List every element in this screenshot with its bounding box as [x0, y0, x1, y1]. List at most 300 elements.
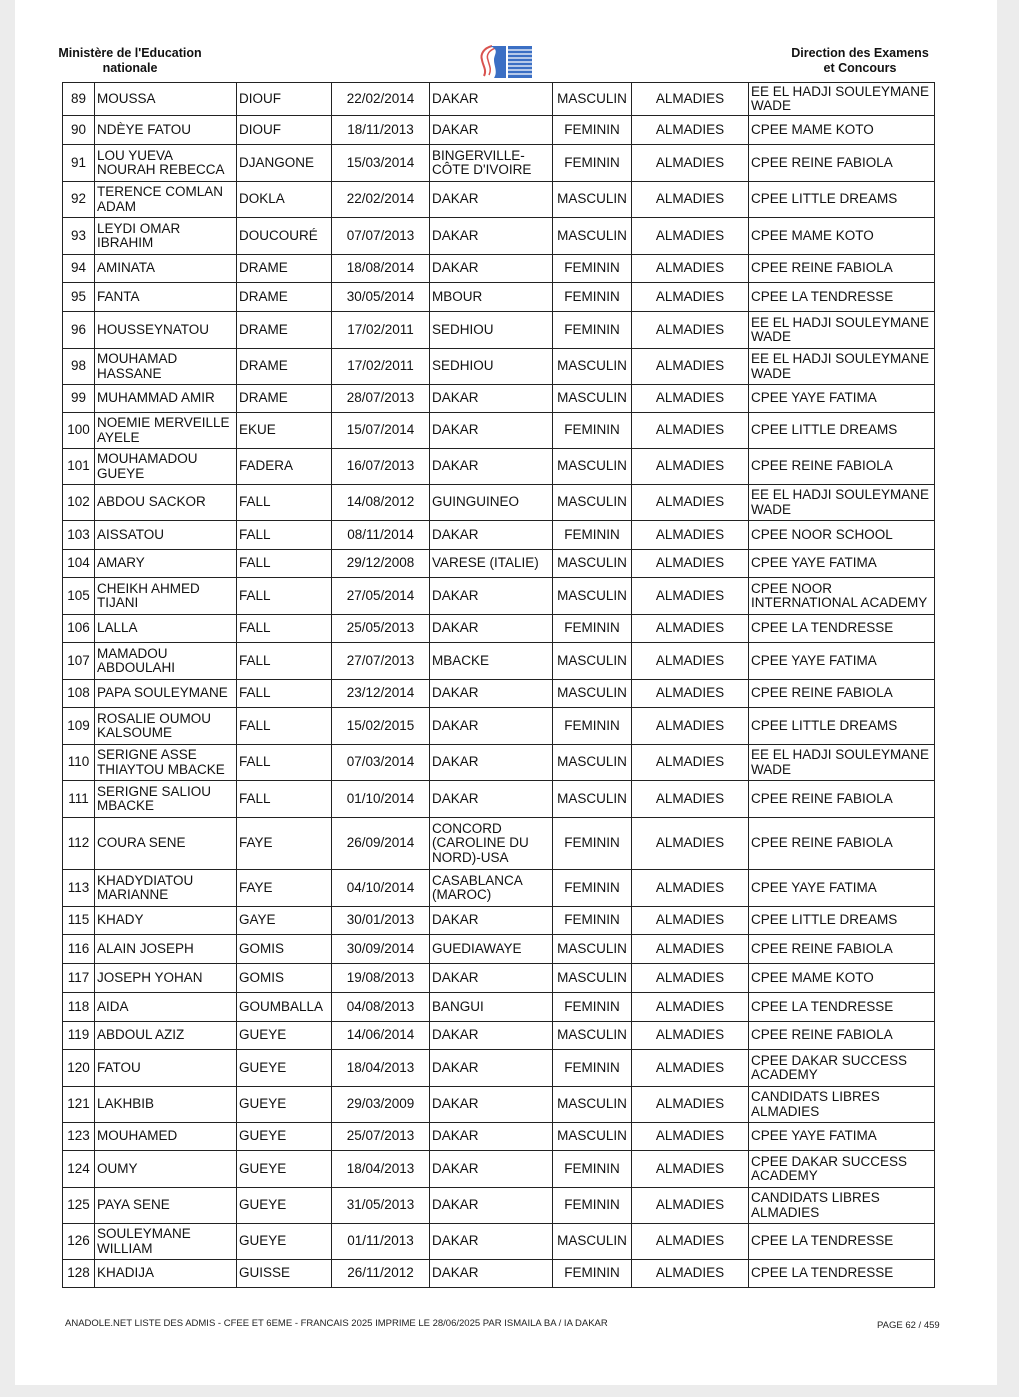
cell-center: ALMADIES [632, 1087, 749, 1123]
cell-first-names: LAKHBIB [95, 1087, 237, 1123]
cell-gender: FEMININ [553, 708, 632, 745]
cell-birth-date: 25/05/2013 [332, 615, 430, 643]
cell-number: 109 [63, 708, 95, 745]
cell-center: ALMADIES [632, 283, 749, 312]
cell-first-names: ABDOUL AZIZ [95, 1022, 237, 1050]
table-row [63, 870, 935, 907]
cell-birth-date: 29/03/2009 [332, 1087, 430, 1123]
cell-center: ALMADIES [632, 993, 749, 1022]
cell-birth-place: DAKAR [430, 413, 553, 449]
cell-birth-place: DAKAR [430, 1050, 553, 1087]
cell-school: CPEE YAYE FATIMA [749, 643, 935, 680]
ministry-logo-icon [470, 44, 535, 78]
cell-school: CPEE NOOR SCHOOL [749, 521, 935, 550]
cell-gender: MASCULIN [553, 182, 632, 218]
table-row [63, 1050, 935, 1087]
cell-center: ALMADIES [632, 485, 749, 521]
table-row [63, 745, 935, 781]
cell-number: 91 [63, 145, 95, 182]
cell-last-name: GUEYE [237, 1022, 332, 1050]
cell-birth-date: 14/08/2012 [332, 485, 430, 521]
cell-birth-place: DAKAR [430, 1151, 553, 1188]
cell-gender: FEMININ [553, 818, 632, 870]
cell-center: ALMADIES [632, 1022, 749, 1050]
cell-first-names: MOUHAMAD HASSANE [95, 349, 237, 385]
cell-school: CPEE MAME KOTO [749, 218, 935, 255]
cell-number: 115 [63, 907, 95, 935]
cell-last-name: GUEYE [237, 1188, 332, 1224]
cell-birth-date: 01/10/2014 [332, 781, 430, 818]
table-row [63, 413, 935, 449]
cell-birth-place: DAKAR [430, 708, 553, 745]
cell-center: ALMADIES [632, 708, 749, 745]
cell-center: ALMADIES [632, 312, 749, 349]
cell-school: CPEE LA TENDRESSE [749, 283, 935, 312]
cell-gender: MASCULIN [553, 349, 632, 385]
cell-school: CPEE DAKAR SUCCESS ACADEMY [749, 1151, 935, 1188]
cell-last-name: FALL [237, 643, 332, 680]
cell-gender: FEMININ [553, 145, 632, 182]
cell-gender: FEMININ [553, 1188, 632, 1224]
cell-number: 120 [63, 1050, 95, 1087]
table-row [63, 578, 935, 615]
cell-school: CPEE YAYE FATIMA [749, 385, 935, 413]
cell-birth-date: 04/08/2013 [332, 993, 430, 1022]
cell-birth-place: DAKAR [430, 182, 553, 218]
cell-birth-date: 04/10/2014 [332, 870, 430, 907]
cell-birth-place: DAKAR [430, 521, 553, 550]
cell-center: ALMADIES [632, 182, 749, 218]
cell-gender: FEMININ [553, 283, 632, 312]
cell-school: EE EL HADJI SOULEYMANE WADE [749, 349, 935, 385]
cell-last-name: FALL [237, 578, 332, 615]
cell-gender: MASCULIN [553, 578, 632, 615]
cell-birth-place: DAKAR [430, 745, 553, 781]
cell-first-names: MOUHAMADOU GUEYE [95, 449, 237, 485]
cell-gender: FEMININ [553, 1151, 632, 1188]
cell-first-names: JOSEPH YOHAN [95, 964, 237, 993]
cell-last-name: FAYE [237, 818, 332, 870]
cell-birth-date: 19/08/2013 [332, 964, 430, 993]
cell-school: CPEE LA TENDRESSE [749, 1224, 935, 1260]
cell-number: 112 [63, 818, 95, 870]
cell-last-name: FALL [237, 708, 332, 745]
cell-number: 105 [63, 578, 95, 615]
cell-gender: MASCULIN [553, 935, 632, 964]
cell-school: CPEE LA TENDRESSE [749, 615, 935, 643]
cell-number: 118 [63, 993, 95, 1022]
table-row [63, 1224, 935, 1260]
cell-school: CPEE REINE FABIOLA [749, 818, 935, 870]
cell-school: CPEE DAKAR SUCCESS ACADEMY [749, 1050, 935, 1087]
cell-first-names: FANTA [95, 283, 237, 312]
cell-last-name: FALL [237, 521, 332, 550]
cell-birth-place: DAKAR [430, 1087, 553, 1123]
cell-first-names: KHADIJA [95, 1260, 237, 1288]
cell-last-name: FAYE [237, 870, 332, 907]
cell-birth-place: DAKAR [430, 83, 553, 116]
cell-birth-place: BINGERVILLE-CÔTE D'IVOIRE [430, 145, 553, 182]
cell-birth-place: DAKAR [430, 578, 553, 615]
cell-first-names: KHADYDIATOU MARIANNE [95, 870, 237, 907]
table-row [63, 680, 935, 708]
cell-first-names: SERIGNE ASSE THIAYTOU MBACKE [95, 745, 237, 781]
table-row [63, 964, 935, 993]
cell-birth-date: 31/05/2013 [332, 1188, 430, 1224]
admitted-candidates-table [62, 82, 935, 1288]
table-row [63, 993, 935, 1022]
exams-direction-header [765, 46, 955, 76]
cell-gender: FEMININ [553, 312, 632, 349]
cell-last-name: FALL [237, 781, 332, 818]
cell-first-names: AIDA [95, 993, 237, 1022]
cell-birth-place: DAKAR [430, 1188, 553, 1224]
cell-number: 111 [63, 781, 95, 818]
cell-number: 94 [63, 255, 95, 283]
cell-birth-date: 29/12/2008 [332, 550, 430, 578]
cell-first-names: LEYDI OMAR IBRAHIM [95, 218, 237, 255]
cell-last-name: DOUCOURÉ [237, 218, 332, 255]
exams-header-line2: et Concours [823, 61, 897, 75]
cell-birth-place: DAKAR [430, 385, 553, 413]
cell-birth-date: 18/08/2014 [332, 255, 430, 283]
table-row [63, 83, 935, 116]
cell-number: 113 [63, 870, 95, 907]
cell-center: ALMADIES [632, 145, 749, 182]
cell-center: ALMADIES [632, 781, 749, 818]
cell-school: CPEE REINE FABIOLA [749, 145, 935, 182]
cell-first-names: SOULEYMANE WILLIAM [95, 1224, 237, 1260]
cell-gender: MASCULIN [553, 964, 632, 993]
cell-number: 106 [63, 615, 95, 643]
cell-center: ALMADIES [632, 1050, 749, 1087]
cell-gender: FEMININ [553, 870, 632, 907]
cell-school: CANDIDATS LIBRES ALMADIES [749, 1188, 935, 1224]
cell-last-name: FADERA [237, 449, 332, 485]
cell-first-names: ABDOU SACKOR [95, 485, 237, 521]
cell-gender: MASCULIN [553, 745, 632, 781]
cell-birth-date: 07/03/2014 [332, 745, 430, 781]
table-row [63, 1260, 935, 1288]
cell-first-names: SERIGNE SALIOU MBACKE [95, 781, 237, 818]
cell-first-names: MAMADOU ABDOULAHI [95, 643, 237, 680]
cell-birth-place: DAKAR [430, 449, 553, 485]
cell-gender: MASCULIN [553, 1087, 632, 1123]
ministry-header [55, 46, 205, 76]
table-row [63, 312, 935, 349]
cell-gender: MASCULIN [553, 781, 632, 818]
cell-school: CPEE LITTLE DREAMS [749, 708, 935, 745]
cell-birth-place: DAKAR [430, 1224, 553, 1260]
cell-birth-place: GUINGUINEO [430, 485, 553, 521]
cell-school: CPEE LITTLE DREAMS [749, 182, 935, 218]
cell-gender: FEMININ [553, 1050, 632, 1087]
table-row [63, 521, 935, 550]
cell-school: CPEE REINE FABIOLA [749, 449, 935, 485]
cell-last-name: GUISSE [237, 1260, 332, 1288]
table-row [63, 145, 935, 182]
cell-last-name: DRAME [237, 255, 332, 283]
cell-number: 92 [63, 182, 95, 218]
cell-gender: MASCULIN [553, 449, 632, 485]
cell-first-names: NDÈYE FATOU [95, 116, 237, 145]
cell-birth-place: CONCORD (CAROLINE DU NORD)-USA [430, 818, 553, 870]
cell-birth-place: DAKAR [430, 1022, 553, 1050]
cell-center: ALMADIES [632, 413, 749, 449]
cell-birth-date: 17/02/2011 [332, 349, 430, 385]
cell-number: 90 [63, 116, 95, 145]
cell-first-names: AISSATOU [95, 521, 237, 550]
cell-gender: MASCULIN [553, 680, 632, 708]
cell-last-name: DRAME [237, 312, 332, 349]
cell-number: 110 [63, 745, 95, 781]
ministry-header-line1: Ministère de l'Education [58, 46, 202, 60]
cell-school: CPEE YAYE FATIMA [749, 870, 935, 907]
cell-number: 96 [63, 312, 95, 349]
cell-center: ALMADIES [632, 1224, 749, 1260]
cell-first-names: LALLA [95, 615, 237, 643]
cell-birth-place: DAKAR [430, 255, 553, 283]
cell-birth-place: CASABLANCA (MAROC) [430, 870, 553, 907]
cell-last-name: DOKLA [237, 182, 332, 218]
cell-center: ALMADIES [632, 550, 749, 578]
cell-last-name: GOMIS [237, 964, 332, 993]
table-row [63, 907, 935, 935]
cell-birth-date: 15/07/2014 [332, 413, 430, 449]
cell-gender: FEMININ [553, 993, 632, 1022]
cell-last-name: GAYE [237, 907, 332, 935]
cell-birth-date: 14/06/2014 [332, 1022, 430, 1050]
cell-birth-date: 26/09/2014 [332, 818, 430, 870]
cell-birth-date: 18/11/2013 [332, 116, 430, 145]
cell-school: CPEE YAYE FATIMA [749, 550, 935, 578]
cell-gender: FEMININ [553, 521, 632, 550]
cell-center: ALMADIES [632, 907, 749, 935]
cell-school: CPEE LITTLE DREAMS [749, 907, 935, 935]
cell-first-names: ALAIN JOSEPH [95, 935, 237, 964]
cell-last-name: GUEYE [237, 1224, 332, 1260]
exams-header-line1: Direction des Examens [791, 46, 929, 60]
cell-last-name: GUEYE [237, 1087, 332, 1123]
cell-birth-place: GUEDIAWAYE [430, 935, 553, 964]
cell-center: ALMADIES [632, 643, 749, 680]
cell-school: CPEE LA TENDRESSE [749, 1260, 935, 1288]
table-row [63, 485, 935, 521]
cell-school: CPEE YAYE FATIMA [749, 1123, 935, 1151]
cell-birth-date: 30/01/2013 [332, 907, 430, 935]
cell-number: 104 [63, 550, 95, 578]
cell-gender: MASCULIN [553, 83, 632, 116]
cell-center: ALMADIES [632, 349, 749, 385]
cell-center: ALMADIES [632, 255, 749, 283]
table-row [63, 818, 935, 870]
cell-birth-place: BANGUI [430, 993, 553, 1022]
cell-first-names: FATOU [95, 1050, 237, 1087]
cell-number: 119 [63, 1022, 95, 1050]
cell-center: ALMADIES [632, 218, 749, 255]
cell-center: ALMADIES [632, 578, 749, 615]
page-number: PAGE 62 / 459 [877, 1320, 940, 1331]
cell-center: ALMADIES [632, 1260, 749, 1288]
cell-number: 124 [63, 1151, 95, 1188]
cell-birth-date: 07/07/2013 [332, 218, 430, 255]
cell-birth-date: 08/11/2014 [332, 521, 430, 550]
cell-school: CPEE LA TENDRESSE [749, 993, 935, 1022]
cell-birth-place: VARESE (ITALIE) [430, 550, 553, 578]
cell-center: ALMADIES [632, 818, 749, 870]
table-row [63, 1151, 935, 1188]
cell-gender: FEMININ [553, 1260, 632, 1288]
table-row [63, 550, 935, 578]
cell-birth-date: 23/12/2014 [332, 680, 430, 708]
cell-school: EE EL HADJI SOULEYMANE WADE [749, 83, 935, 116]
cell-birth-place: SEDHIOU [430, 349, 553, 385]
cell-birth-date: 01/11/2013 [332, 1224, 430, 1260]
cell-number: 103 [63, 521, 95, 550]
cell-center: ALMADIES [632, 449, 749, 485]
cell-school: CPEE REINE FABIOLA [749, 1022, 935, 1050]
cell-last-name: GUEYE [237, 1050, 332, 1087]
table-row [63, 643, 935, 680]
cell-number: 108 [63, 680, 95, 708]
cell-number: 117 [63, 964, 95, 993]
cell-number: 93 [63, 218, 95, 255]
cell-number: 98 [63, 349, 95, 385]
cell-number: 102 [63, 485, 95, 521]
cell-birth-place: MBOUR [430, 283, 553, 312]
cell-birth-date: 30/09/2014 [332, 935, 430, 964]
cell-last-name: FALL [237, 745, 332, 781]
cell-first-names: LOU YUEVA NOURAH REBECCA [95, 145, 237, 182]
cell-first-names: TERENCE COMLAN ADAM [95, 182, 237, 218]
cell-center: ALMADIES [632, 1188, 749, 1224]
cell-center: ALMADIES [632, 1151, 749, 1188]
cell-school: CPEE MAME KOTO [749, 964, 935, 993]
ministry-header-line2: nationale [102, 61, 158, 75]
cell-first-names: AMARY [95, 550, 237, 578]
cell-first-names: KHADY [95, 907, 237, 935]
cell-last-name: DRAME [237, 349, 332, 385]
cell-gender: MASCULIN [553, 218, 632, 255]
cell-last-name: DJANGONE [237, 145, 332, 182]
cell-school: CPEE REINE FABIOLA [749, 935, 935, 964]
cell-last-name: DRAME [237, 385, 332, 413]
cell-birth-date: 27/07/2013 [332, 643, 430, 680]
cell-center: ALMADIES [632, 935, 749, 964]
cell-center: ALMADIES [632, 680, 749, 708]
cell-birth-date: 22/02/2014 [332, 83, 430, 116]
table-row [63, 255, 935, 283]
cell-center: ALMADIES [632, 116, 749, 145]
cell-school: CANDIDATS LIBRES ALMADIES [749, 1087, 935, 1123]
cell-school: CPEE REINE FABIOLA [749, 781, 935, 818]
table-row [63, 218, 935, 255]
cell-school: CPEE LITTLE DREAMS [749, 413, 935, 449]
cell-number: 89 [63, 83, 95, 116]
table-row [63, 449, 935, 485]
cell-birth-date: 25/07/2013 [332, 1123, 430, 1151]
footer-print-info: ANADOLE.NET LISTE DES ADMIS - CFEE ET 6EME - FRANCAIS 2025 IMPRIME LE 28/06/2025 PAR ISMAILA BA / IA DAKAR [65, 1318, 608, 1329]
cell-school: CPEE REINE FABIOLA [749, 680, 935, 708]
cell-last-name: FALL [237, 680, 332, 708]
cell-number: 116 [63, 935, 95, 964]
cell-birth-place: DAKAR [430, 680, 553, 708]
cell-gender: MASCULIN [553, 485, 632, 521]
cell-birth-date: 30/05/2014 [332, 283, 430, 312]
cell-last-name: FALL [237, 615, 332, 643]
cell-birth-date: 27/05/2014 [332, 578, 430, 615]
cell-school: CPEE REINE FABIOLA [749, 255, 935, 283]
cell-birth-date: 15/03/2014 [332, 145, 430, 182]
table-row [63, 116, 935, 145]
cell-last-name: EKUE [237, 413, 332, 449]
cell-first-names: AMINATA [95, 255, 237, 283]
cell-last-name: FALL [237, 550, 332, 578]
cell-last-name: DRAME [237, 283, 332, 312]
table-row [63, 935, 935, 964]
cell-last-name: GUEYE [237, 1123, 332, 1151]
cell-birth-date: 28/07/2013 [332, 385, 430, 413]
cell-number: 107 [63, 643, 95, 680]
table-row [63, 1188, 935, 1224]
cell-birth-place: DAKAR [430, 1260, 553, 1288]
cell-birth-place: DAKAR [430, 907, 553, 935]
cell-center: ALMADIES [632, 83, 749, 116]
cell-first-names: OUMY [95, 1151, 237, 1188]
cell-first-names: HOUSSEYNATOU [95, 312, 237, 349]
table-row [63, 385, 935, 413]
table-row [63, 1087, 935, 1123]
cell-center: ALMADIES [632, 1123, 749, 1151]
cell-birth-date: 22/02/2014 [332, 182, 430, 218]
cell-gender: FEMININ [553, 907, 632, 935]
cell-school: EE EL HADJI SOULEYMANE WADE [749, 745, 935, 781]
cell-number: 100 [63, 413, 95, 449]
cell-school: CPEE MAME KOTO [749, 116, 935, 145]
cell-birth-date: 15/02/2015 [332, 708, 430, 745]
cell-birth-place: SEDHIOU [430, 312, 553, 349]
cell-birth-date: 17/02/2011 [332, 312, 430, 349]
table-row [63, 182, 935, 218]
cell-gender: MASCULIN [553, 1022, 632, 1050]
cell-birth-place: DAKAR [430, 116, 553, 145]
cell-number: 125 [63, 1188, 95, 1224]
cell-gender: MASCULIN [553, 1224, 632, 1260]
cell-gender: FEMININ [553, 615, 632, 643]
cell-gender: FEMININ [553, 413, 632, 449]
cell-birth-place: DAKAR [430, 781, 553, 818]
cell-school: EE EL HADJI SOULEYMANE WADE [749, 312, 935, 349]
cell-center: ALMADIES [632, 615, 749, 643]
cell-last-name: GUEYE [237, 1151, 332, 1188]
cell-last-name: GOUMBALLA [237, 993, 332, 1022]
cell-gender: MASCULIN [553, 385, 632, 413]
cell-birth-date: 16/07/2013 [332, 449, 430, 485]
cell-first-names: NOEMIE MERVEILLE AYELE [95, 413, 237, 449]
cell-gender: MASCULIN [553, 643, 632, 680]
cell-center: ALMADIES [632, 964, 749, 993]
cell-last-name: DIOUF [237, 83, 332, 116]
cell-birth-date: 18/04/2013 [332, 1050, 430, 1087]
cell-gender: FEMININ [553, 255, 632, 283]
cell-first-names: ROSALIE OUMOU KALSOUME [95, 708, 237, 745]
table-row [63, 1022, 935, 1050]
cell-center: ALMADIES [632, 385, 749, 413]
table-row [63, 708, 935, 745]
cell-number: 121 [63, 1087, 95, 1123]
cell-center: ALMADIES [632, 521, 749, 550]
table-row [63, 615, 935, 643]
